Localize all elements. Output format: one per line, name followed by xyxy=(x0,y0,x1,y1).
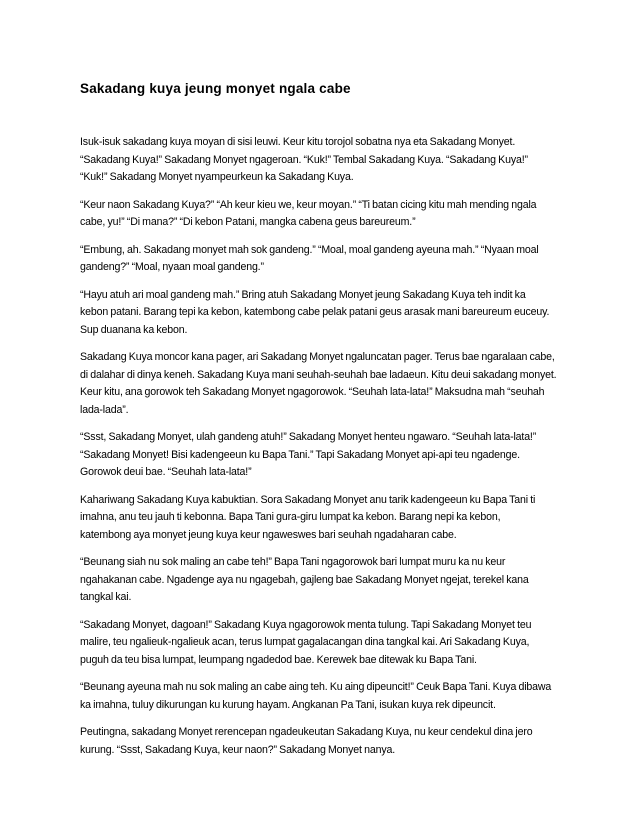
text-line: Keur kitu, ana gorowok teh Sakadang Monyet ngagorowok. “Seuhah lata-lata!” Maksudna mah “seuhah xyxy=(80,386,545,398)
paragraph xyxy=(80,242,572,277)
text-line: “Sakadang Monyet, dagoan!” Sakadang Kuya ngagorowok menta tulung. Tapi Sakadang Monyet teu xyxy=(80,618,532,631)
text-line: “Hayu atuh ari moal gandeng mah.” Bring atuh Sakadang Monyet jeung Sakadang Kuya teh indit ka xyxy=(80,288,526,301)
text-line: “Beunang ayeuna mah nu sok maling an cabe aing teh. Ku aing dipeuncit!” Ceuk Bapa Tani. Kuya dibawa xyxy=(80,681,552,693)
text-line: puguh da teu bisa lumpat, leumpang ngadedod bae. Kerewek bae ditewak ku Bapa Tani. xyxy=(80,653,477,666)
text-line: tangkal kai. xyxy=(80,591,132,603)
text-line: Peutingna, sakadang Monyet rerencepan ngadeukeutan Sakadang Kuya, nu keur cendekul dina jero xyxy=(80,726,533,738)
text-line: “Sakadang Monyet! Bisi kadengeeun ku Bapa Tani.” Tapi Sakadang Monyet api-api teu ngadenge. xyxy=(80,448,520,461)
text-line: malire, teu ngalieuk-ngalieuk acan, terus lumpat gagalacangan dina tangkal kai. Ari Sakadang Kuya, xyxy=(80,636,530,648)
text-line: ngahakanan cabe. Ngadenge aya nu ngagebah, gajleng bae Sakadang Monyet ngejat, terekel kana xyxy=(80,573,529,586)
text-line: Gorowok deui bae. “Seuhah lata-lata!” xyxy=(80,466,252,478)
text-line: cabe, yu!” “Di mana?” “Di kebon Patani, mangka cabena geus bareureum.” xyxy=(80,216,416,228)
text-line: “Sakadang Kuya!” Sakadang Monyet ngageroan. “Kuk!” Tembal Sakadang Kuya. “Sakadang Kuya!” xyxy=(80,153,528,166)
text-line: Sakadang Kuya moncor kana pager, ari Sakadang Monyet ngaluncatan pager. Terus bae ngaralaan cabe, xyxy=(80,351,555,363)
text-line: Isuk-isuk sakadang kuya moyan di sisi leuwi. Keur kitu torojol sobatna nya eta Sakadang Monyet. xyxy=(80,136,516,148)
paragraph xyxy=(80,617,572,670)
text-line: “Kuk!” Sakadang Monyet nyampeurkeun ka Sakadang Kuya. xyxy=(80,171,354,183)
text-line: “Keur naon Sakadang Kuya?” “Ah keur kieu we, keur moyan.” “Ti batan cicing kitu mah mending ngala xyxy=(80,198,537,211)
text-line: imahna, anu teu jauh ti kebonna. Bapa Tani gura-giru lumpat ka kebon. Barang nepi ka kebon, xyxy=(80,511,501,523)
text-line: “Ssst, Sakadang Monyet, ulah gandeng atuh!” Sakadang Monyet henteu ngawaro. “Seuhah lata-lata!” xyxy=(80,431,537,443)
paragraph xyxy=(80,134,572,187)
document-body xyxy=(80,134,572,769)
paragraph xyxy=(80,349,572,419)
text-line: Sup duanana ka kebon. xyxy=(80,323,188,336)
paragraph xyxy=(80,679,572,714)
text-line: ka imahna, tuluy dikurungan ku kurung hayam. Angkanan Pa Tani, isukan kuya rek dipeuncit. xyxy=(80,698,496,711)
text-line: “Embung, ah. Sakadang monyet mah sok gandeng.” “Moal, moal gandeng ayeuna mah.” “Nyaan moal xyxy=(80,243,539,256)
text-line: di dalahar di dinya keneh. Sakadang Kuya mani seuhah-seuhah bae ladaeun. Kitu deui sakadang monyet. xyxy=(80,368,557,381)
text-line: gandeng?” “Moal, nyaan moal gandeng.” xyxy=(80,261,264,273)
paragraph xyxy=(80,492,572,545)
paragraph xyxy=(80,724,572,759)
paragraph xyxy=(80,554,572,607)
text-line: kurung. “Ssst, Sakadang Kuya, keur naon?” Sakadang Monyet nanya. xyxy=(80,743,396,756)
paragraph xyxy=(80,429,572,482)
paragraph xyxy=(80,197,572,232)
text-line: “Beunang siah nu sok maling an cabe teh!” Bapa Tani ngagorowok bari lumpat muru ka nu keur xyxy=(80,556,506,568)
text-line: katembong aya monyet jeung kuya keur ngaweswes bari seuhah ngadaharan cabe. xyxy=(80,528,457,541)
text-line: kebon patani. Barang tepi ka kebon, katembong cabe pelak patani geus arasak mani bareureum euceuy. xyxy=(80,306,550,318)
document-title: Sakadang kuya jeung monyet ngala cabe xyxy=(80,81,351,96)
paragraph xyxy=(80,287,572,340)
text-line: lada-lada”. xyxy=(80,403,129,416)
text-line: Kahariwang Sakadang Kuya kabuktian. Sora Sakadang Monyet anu tarik kadengeeun ku Bapa Tani ti xyxy=(80,493,536,506)
